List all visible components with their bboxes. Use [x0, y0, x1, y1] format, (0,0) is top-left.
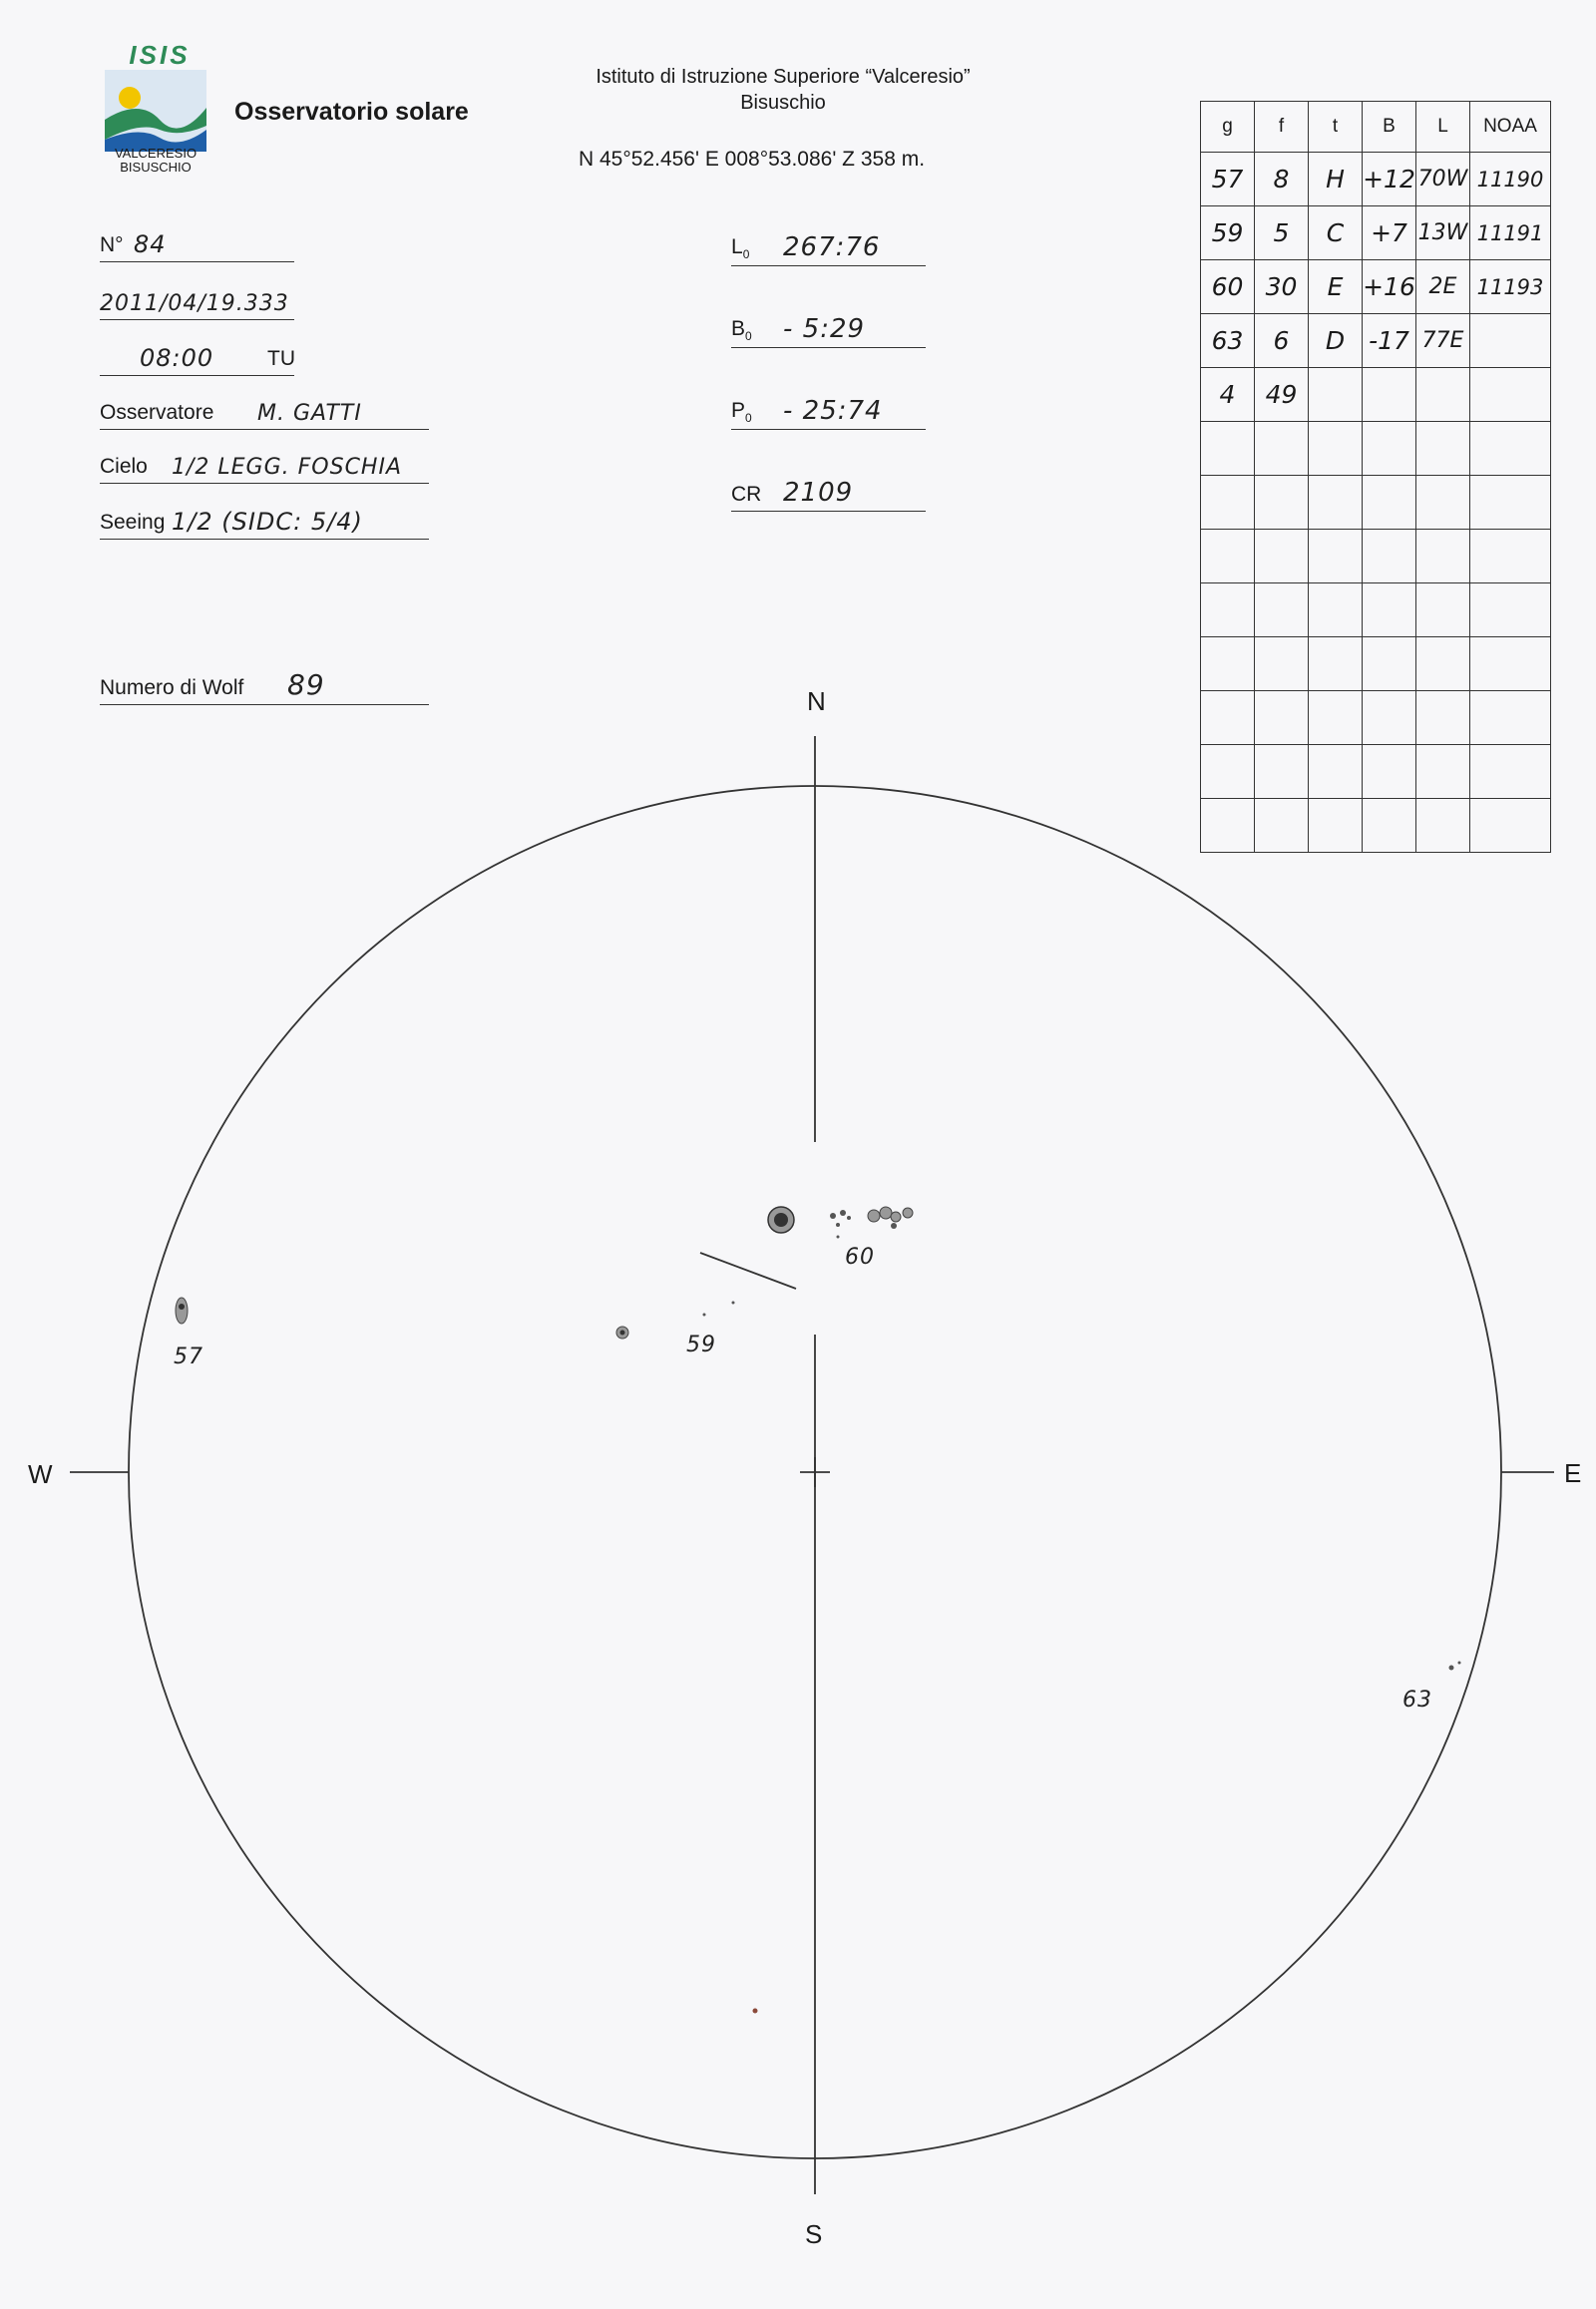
institute-header [519, 64, 1047, 116]
table-row [1201, 260, 1551, 314]
wolf-number-label: Numero di Wolf [100, 676, 244, 699]
logo-text: ISIS [129, 40, 191, 70]
carrington-value: 2109 [783, 478, 854, 508]
observation-number-field [100, 227, 294, 262]
table-cell: -17 [1363, 314, 1416, 368]
table-cell [1255, 422, 1309, 476]
sunspot-group-59 [616, 1302, 735, 1340]
table-cell [1363, 476, 1416, 530]
table-cell: 30 [1255, 260, 1309, 314]
table-cell: 60 [1201, 260, 1255, 314]
table-cell: D [1309, 314, 1363, 368]
speck-mark [753, 2009, 758, 2014]
table-cell [1363, 530, 1416, 583]
table-cell: C [1309, 206, 1363, 260]
table-cell [1416, 368, 1470, 422]
table-cell [1470, 530, 1551, 583]
table-cell: +16 [1363, 260, 1416, 314]
table-header-f: f [1255, 102, 1309, 153]
logo-subtitle-1: VALCERESIO [114, 146, 198, 161]
table-cell [1309, 476, 1363, 530]
observatory-title: Osservatorio solare [234, 98, 469, 126]
b0-field [731, 311, 926, 348]
seeing-label: Seeing [100, 511, 166, 534]
table-cell: H [1309, 153, 1363, 206]
carrington-label: CR [731, 483, 762, 506]
table-cell: 4 [1201, 368, 1255, 422]
table-cell: 49 [1255, 368, 1309, 422]
group-label-59: 59 [686, 1333, 716, 1357]
table-header-noaa: NOAA [1470, 102, 1551, 153]
table-cell: 63 [1201, 314, 1255, 368]
table-cell: 57 [1201, 153, 1255, 206]
group-label-60: 60 [845, 1245, 875, 1270]
table-cell: 11193 [1470, 260, 1551, 314]
observer-field [100, 395, 429, 430]
table-cell: 77E [1416, 314, 1470, 368]
table-cell [1470, 422, 1551, 476]
table-header-row [1201, 102, 1551, 153]
table-cell [1309, 583, 1363, 637]
table-row [1201, 530, 1551, 583]
table-header-t: t [1309, 102, 1363, 153]
table-cell: 2E [1416, 260, 1470, 314]
table-row [1201, 153, 1551, 206]
table-cell [1255, 583, 1309, 637]
table-row [1201, 422, 1551, 476]
table-cell [1470, 476, 1551, 530]
east-label: E [1564, 1458, 1582, 1488]
table-cell [1363, 583, 1416, 637]
table-cell [1309, 368, 1363, 422]
table-header-l: L [1416, 102, 1470, 153]
table-row [1201, 368, 1551, 422]
west-label: W [28, 1459, 53, 1489]
date-field [100, 285, 294, 320]
logo-emblem [100, 68, 219, 158]
observation-number-label: N° [100, 233, 124, 256]
table-cell: 59 [1201, 206, 1255, 260]
date-value: 2011/04/19.333 [100, 291, 289, 316]
table-cell [1363, 422, 1416, 476]
table-cell [1416, 583, 1470, 637]
observation-number-value: 84 [134, 230, 167, 258]
p0-field [731, 393, 926, 430]
p0-value: - 25:74 [783, 396, 883, 426]
table-cell [1201, 583, 1255, 637]
table-cell [1470, 314, 1551, 368]
l0-value: 267:76 [783, 232, 881, 262]
logo-subtitle-2: BISUSCHIO [120, 160, 192, 175]
table-cell: +7 [1363, 206, 1416, 260]
table-cell [1363, 368, 1416, 422]
north-label: N [807, 686, 826, 716]
p0-label: $P_0$ [731, 398, 752, 425]
l0-label: $L_0$ [731, 234, 750, 261]
sunspot-group-63 [1449, 1662, 1461, 1671]
table-cell: 6 [1255, 314, 1309, 368]
sky-value: 1/2 LEGG. FOSCHIA [172, 455, 403, 480]
table-cell: +12 [1363, 153, 1416, 206]
table-cell [1201, 530, 1255, 583]
table-cell [1255, 530, 1309, 583]
table-row [1201, 583, 1551, 637]
time-value: 08:00 [140, 344, 214, 372]
table-cell [1201, 422, 1255, 476]
table-cell [1309, 530, 1363, 583]
sky-label: Cielo [100, 455, 148, 478]
sunspot-group-60 [768, 1207, 913, 1239]
seeing-field [100, 505, 429, 540]
sunspot-group-57 [176, 1298, 188, 1324]
table-row [1201, 314, 1551, 368]
b0-value: - 5:29 [783, 314, 866, 344]
wolf-number-value: 89 [287, 668, 325, 701]
table-cell [1416, 530, 1470, 583]
table-row [1201, 476, 1551, 530]
sky-field [100, 449, 429, 484]
time-field [100, 341, 294, 376]
institute-logo [100, 40, 219, 180]
table-cell [1255, 476, 1309, 530]
site-coordinates: N 45°52.456' E 008°53.086' Z 358 m. [579, 148, 926, 171]
table-cell [1416, 422, 1470, 476]
table-row [1201, 206, 1551, 260]
table-header-b: B [1363, 102, 1416, 153]
solar-disk-drawing [0, 678, 1596, 2304]
l0-field [731, 229, 926, 266]
table-cell [1201, 476, 1255, 530]
table-cell: 11190 [1470, 153, 1551, 206]
table-cell [1309, 422, 1363, 476]
b0-label: $B_0$ [731, 316, 752, 343]
table-cell: 5 [1255, 206, 1309, 260]
table-cell: E [1309, 260, 1363, 314]
table-cell: 13W [1416, 206, 1470, 260]
observer-label: Osservatore [100, 401, 214, 424]
observer-value: M. GATTI [257, 401, 362, 426]
south-label: S [805, 2219, 823, 2249]
table-cell [1470, 583, 1551, 637]
table-cell [1470, 368, 1551, 422]
table-cell: 11191 [1470, 206, 1551, 260]
institute-name: Istituto di Istruzione Superiore “Valceresio” [596, 66, 971, 88]
table-cell: 8 [1255, 153, 1309, 206]
reference-line [700, 1253, 796, 1289]
time-unit-label: TU [267, 347, 295, 370]
solar-disk-svg [0, 678, 1596, 2304]
seeing-value: 1/2 (SIDC: 5/4) [172, 508, 363, 536]
table-cell: 70W [1416, 153, 1470, 206]
group-label-57: 57 [174, 1345, 203, 1369]
institute-town: Bisuschio [740, 92, 826, 114]
group-label-63: 63 [1402, 1688, 1432, 1713]
table-cell [1416, 476, 1470, 530]
carrington-field [731, 475, 926, 512]
table-header-g: g [1201, 102, 1255, 153]
